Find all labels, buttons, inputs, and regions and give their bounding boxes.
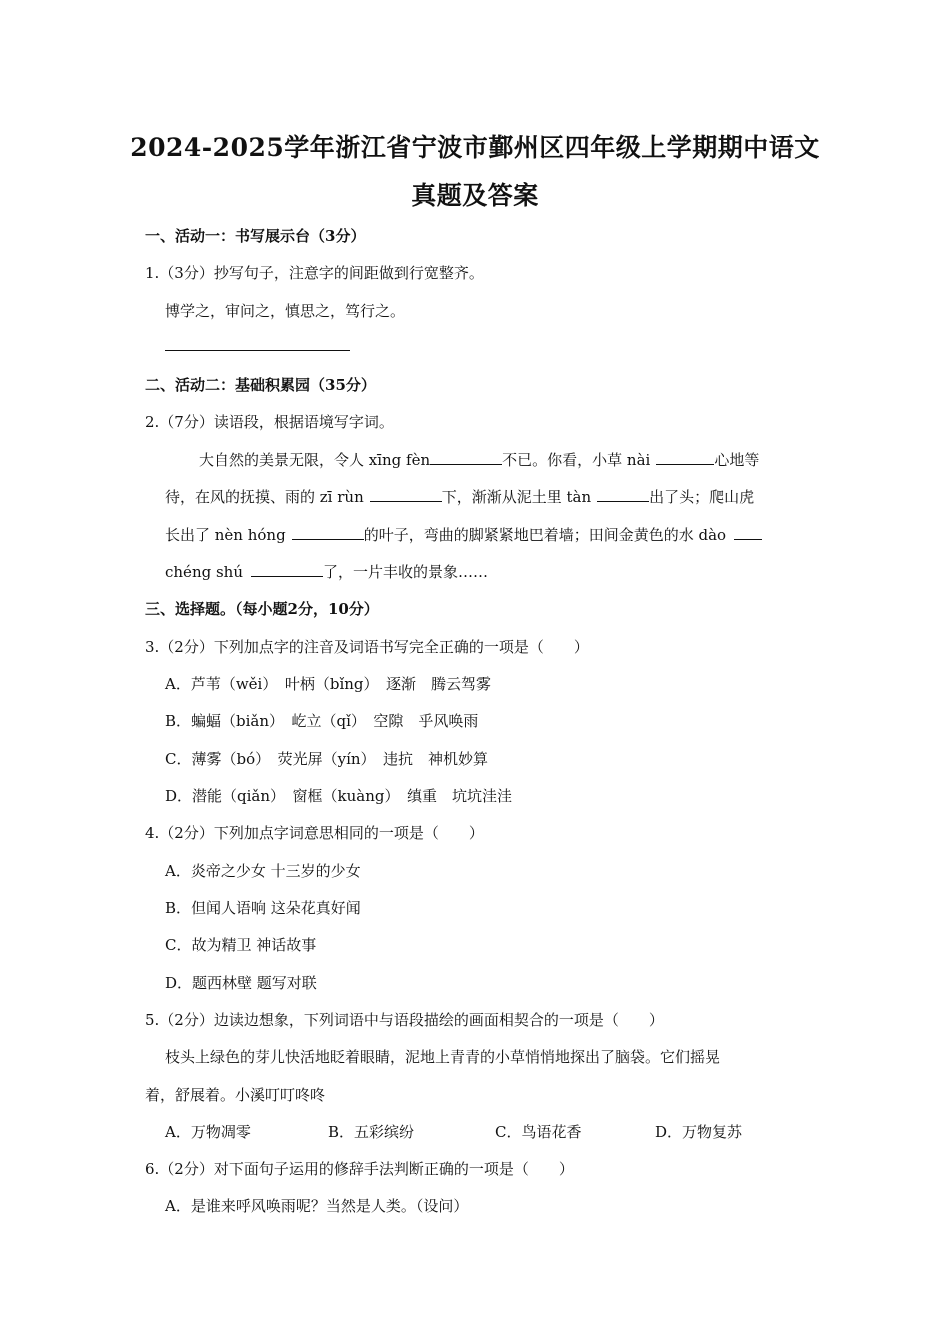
q3-option-c[interactable]: C．薄雾（bó） 荧光屏（yín） 违抗 神机妙算 [165,750,489,768]
q2-text: 大自然的美景无限，令人 xīng fèn [199,451,431,469]
q5-option-d[interactable]: D．万物复苏 [655,1123,743,1141]
q2-passage-line2 [165,486,754,507]
q2-text: 待，在风的抚摸、雨的 zī rùn [165,488,364,506]
q2-blank[interactable] [597,487,649,502]
q3-option-a[interactable]: A．芦苇（wěi） 叶柄（bǐng） 逐渐 腾云驾雾 [165,675,492,693]
q2-text: 了，一片丰收的景象…… [323,563,489,581]
q2-text: chéng shú [165,563,243,581]
q4-option-a[interactable]: A．炎帝之少女 十三岁的少女 [165,862,361,880]
q1-sentence: 博学之，审问之，慎思之，笃行之。 [165,302,406,320]
q4-option-b[interactable]: B．但闻人语响 这朵花真好闻 [165,899,361,917]
q5-option-a[interactable]: A．万物凋零 [165,1123,251,1141]
q4-option-d[interactable]: D．题西林壁 题写对联 [165,974,317,992]
q3-option-b[interactable]: B．蝙蝠（biǎn） 屹立（qǐ） 空隙 乎风唤雨 [165,712,479,730]
q2-blank[interactable] [292,525,364,540]
q2-text: 不已。你看，小草 nài [502,451,651,469]
q5-option-c[interactable]: C．鸟语花香 [495,1123,582,1141]
q4-option-c[interactable]: C．故为精卫 神话故事 [165,936,317,954]
doc-title-line2: 真题及答案 [411,181,539,210]
q1-answer-line [165,336,350,355]
q2-blank[interactable] [656,450,714,465]
q2-text: 心地等 [714,451,760,469]
q5-stem: 5.（2分）边读边想象，下列词语中与语段描绘的画面相契合的一项是（ ） [145,1011,664,1029]
q5-passage-line1: 枝头上绿色的芽儿快活地眨着眼睛，泥地上青青的小草悄悄地探出了脑袋。它们摇晃 [165,1048,721,1066]
section-1-heading: 一、活动一：书写展示台（3分） [145,227,366,245]
q2-text: 下，渐渐从泥土里 tàn [441,488,592,506]
q6-option-a[interactable]: A．是谁来呼风唤雨呢？当然是人类。（设问） [165,1197,469,1215]
q2-passage-line3 [165,524,762,545]
q2-text: 出了头；爬山虎 [649,488,755,506]
q2-passage-line1 [199,449,759,470]
section-3-heading: 三、选择题。（每小题2分，10分） [145,600,379,618]
q1-stem: 1.（3分）抄写句子，注意字的间距做到行宽整齐。 [145,264,484,282]
q2-blank[interactable] [251,562,323,577]
q6-stem: 6.（2分）对下面句子运用的修辞手法判断正确的一项是（ ） [145,1160,574,1178]
q2-blank[interactable] [370,487,442,502]
q2-stem: 2.（7分）读语段，根据语境写字词。 [145,413,394,431]
q3-option-d[interactable]: D．潜能（qiǎn） 窗框（kuàng） 缜重 坑坑洼洼 [165,787,512,805]
doc-title-line1: 2024-2025学年浙江省宁波市鄞州区四年级上学期期中语文 [130,133,820,162]
q5-option-b[interactable]: B．五彩缤纷 [328,1123,415,1141]
section-2-heading: 二、活动二：基础积累园（35分） [145,376,376,394]
q2-blank[interactable] [734,525,762,540]
q2-text: 的叶子，弯曲的脚紧紧地巴着墙；田间金黄色的水 dào [363,526,727,544]
q3-stem: 3.（2分）下列加点字的注音及词语书写完全正确的一项是（ ） [145,638,589,656]
q2-blank[interactable] [430,450,502,465]
q2-passage-line4 [165,561,488,582]
q5-passage-line2: 着，舒展着。小溪叮叮咚咚 [145,1086,326,1104]
q4-stem: 4.（2分）下列加点字词意思相同的一项是（ ） [145,824,484,842]
q2-text: 长出了 nèn hóng [165,526,286,544]
